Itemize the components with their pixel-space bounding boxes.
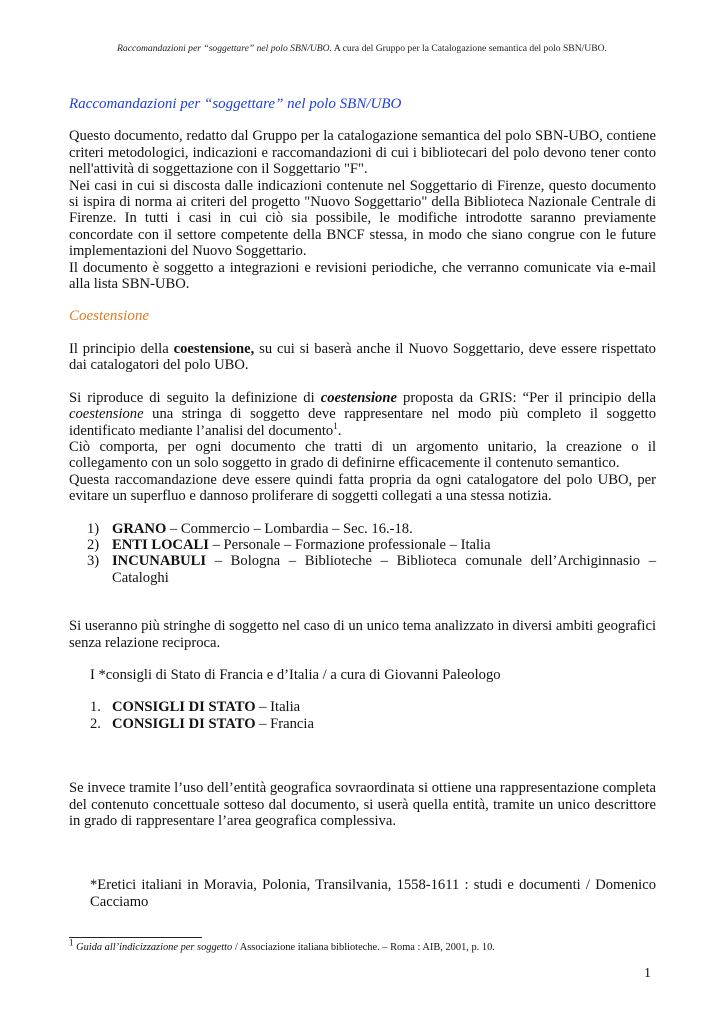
paragraph-unitary-topic: Ciò comporta, per ogni documento che tratti di un argomento unitario, la creazione o il collegamento con un solo soggetto in grado di definirne efficacemente il contenuto semantico. (69, 438, 656, 472)
principle-paragraph (69, 341, 656, 374)
running-header (0, 43, 724, 54)
principle-text-before: Il principio della (69, 340, 174, 357)
list-item-heading: GRANO (112, 520, 167, 537)
list-item-heading: CONSIGLI DI STATO (112, 699, 256, 716)
principle-bold-term: coestensione, (173, 340, 255, 357)
running-header-rest: A cura del Gruppo per la Catalogazione semantica del polo SBN/UBO. (332, 43, 607, 54)
list-item (69, 716, 656, 732)
intro-paragraph-3: Il documento è soggetto a integrazioni e revisioni periodiche, che verranno comunicate via e-mail alla lista SBN-UBO. (69, 259, 656, 293)
list-item-number: 1) (87, 520, 100, 537)
list-item-rest: – Bologna – Biblioteche – Biblioteca comunale dell’Archiginnasio – Cataloghi (112, 553, 656, 586)
definition-end: . (337, 422, 342, 439)
definition-bold-term: coestensione (320, 389, 397, 406)
principle-text-after: su cui si baserà anche il Nuovo Soggettario, deve essere rispettato dai catalogatori del polo UBO. (69, 340, 656, 374)
intro-paragraph-2: Nei casi in cui si discosta dalle indicazioni contenute nel Soggettario di Firenze, questo documento si ispira di norma ai criteri del progetto "Nuovo Soggettario" della Biblioteca Nazionale Centrale di Firenze. In tutti i casi in cui ciò sia possibile, le modifiche introdotte saranno previamente concordate con il settore competente della BNCF stessa, in modo che siano congrue con le future implementazioni del Nuovo Soggettario. (69, 177, 656, 260)
footnote (69, 937, 656, 953)
definition-before: Si riproduce di seguito la definizione di (69, 389, 321, 406)
document-title: Raccomandazioni per “soggettare” nel polo SBN/UBO (69, 96, 402, 112)
list-item-rest: – Commercio – Lombardia – Sec. 16.-18. (166, 520, 413, 537)
paragraph-multiple-strings: Si useranno più stringhe di soggetto nel caso di un unico tema analizzato in diversi ambiti geografici senza relazione reciproca. (69, 618, 656, 651)
section-title-coestensione: Coestensione (69, 308, 149, 325)
definition-middle: proposta da GRIS: “Per il principio della (396, 389, 656, 406)
definition-paragraph (69, 390, 656, 439)
document-body (69, 96, 656, 910)
list-item-heading: CONSIGLI DI STATO (112, 715, 256, 732)
example-list-coestensione (69, 521, 656, 587)
list-item (69, 699, 656, 715)
footnote-title: Guida all’indicizzazione per soggetto (76, 942, 233, 953)
list-item-number: 2. (90, 715, 101, 732)
list-item (69, 537, 656, 553)
footnote-reference[interactable]: 1 (333, 420, 338, 431)
list-item (69, 521, 656, 537)
example-title-eretici: *Eretici italiani in Moravia, Polonia, Transilvania, 1558-1611 : studi e documenti / Domenico Cacciamo (90, 877, 656, 910)
list-item-number: 3) (87, 553, 100, 570)
example-list-consigli (69, 699, 656, 732)
list-item-heading: INCUNABULI (112, 553, 207, 570)
running-header-italic: Raccomandazioni per “soggettare” nel polo SBN/UBO. (117, 43, 332, 54)
list-item-rest: – Francia (255, 715, 314, 732)
definition-after: una stringa di soggetto deve rappresentare nel modo più completo il soggetto identificato mediante l’analisi del documento (69, 406, 656, 439)
example-title-consigli: I *consigli di Stato di Francia e d’Italia / a cura di Giovanni Paleologo (90, 666, 501, 683)
list-item-rest: – Personale – Formazione professionale – Italia (208, 536, 491, 553)
list-item-number: 1. (90, 699, 101, 716)
list-item (69, 553, 656, 586)
footnote-number: 1 (69, 937, 74, 948)
footnote-rest: / Associazione italiana biblioteche. – Roma : AIB, 2001, p. 10. (232, 942, 495, 953)
footnote-separator (69, 937, 202, 938)
paragraph-geographic-entity: Se invece tramite l’uso dell’entità geografica sovraordinata si ottiene una rappresentazione completa del contenuto concettuale sotteso dal documento, si userà quella entità, tramite un unico descrittore in grado di rappresentare l’area geografica complessiva. (69, 780, 656, 829)
definition-italic-term: coestensione (69, 406, 144, 423)
list-item-heading: ENTI LOCALI (112, 536, 209, 553)
paragraph-recommendation: Questa raccomandazione deve essere quindi fatta propria da ogni catalogatore del polo UBO, per evitare un superfluo e dannoso proliferare di soggetti collegati a una stessa notizia. (69, 471, 656, 505)
intro-paragraph-1: Questo documento, redatto dal Gruppo per la catalogazione semantica del polo SBN-UBO, contiene criteri metodologici, indicazioni e raccomandazioni di cui i bibliotecari del polo devono tener conto nell'attività di soggettazione con il Soggettario "F". (69, 128, 656, 178)
list-item-number: 2) (87, 536, 100, 553)
list-item-rest: – Italia (255, 699, 301, 716)
page-number: 1 (644, 966, 651, 981)
